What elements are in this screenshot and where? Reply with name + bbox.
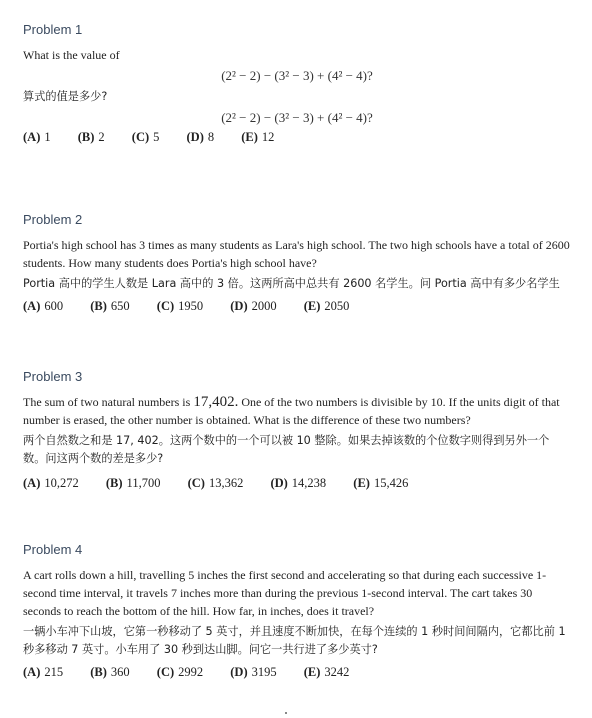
page-dot-mark [285,712,287,714]
choice-d[interactable]: (D) 3195 [230,665,277,679]
choice-c[interactable]: (C) 2992 [156,665,204,679]
problem-text-part: The sum of two natural numbers is [23,395,191,409]
choice-a[interactable]: (A) 600 [23,299,64,313]
problem-text-part: One of the two numbers is divisible by 10. If the units digit of that number is erased, the other number is obtained. What is the difference of these two numbers? [23,395,560,427]
answer-choices [23,299,571,314]
problem-title: Problem 4 [23,542,83,557]
choice-c[interactable]: (C) 1950 [156,299,204,313]
choice-c[interactable]: (C) 5 [131,130,160,144]
problem-2 [23,212,571,314]
choice-d[interactable]: (D) 2000 [230,299,277,313]
choice-c[interactable]: (C) 13,362 [187,476,244,490]
choice-b[interactable]: (B) 360 [90,665,130,679]
choice-e[interactable]: (E) 15,426 [353,476,409,490]
problem-text-en: What is the value of [23,48,120,62]
choice-e[interactable]: (E) 2050 [303,299,350,313]
equation: (2² − 2) − (3² − 3) + (4² − 4)? [221,110,373,125]
problem-1 [23,22,571,145]
problem-text-en [23,393,571,429]
problem-text-zh: Portia 高中的学生人数是 Lara 高中的 3 倍。这两所高中总共有 2600 名学生。问 Portia 高中有多少名学生 [23,277,560,290]
problem-3 [23,369,571,491]
choice-a[interactable]: (A) 215 [23,665,64,679]
problem-text-zh: 两个自然数之和是 17, 402。这两个数中的一个可以被 10 整除。如果去掉该数的个位数字则得到另外一个数。问这两个数的差是多少? [23,434,550,465]
answer-choices [23,665,571,680]
problem-title: Problem 1 [23,22,83,37]
problem-title: Problem 3 [23,369,83,384]
answer-choices [23,130,571,145]
choice-d[interactable]: (D) 14,238 [270,476,327,490]
problem-text-en: Portia's high school has 3 times as many students as Lara's high school. The two high schools have a total of 2600 students. How many students does Portia's high school have? [23,238,570,270]
choice-e[interactable]: (E) 12 [241,130,275,144]
answer-choices [23,476,571,491]
problem-title: Problem 2 [23,212,83,227]
problem-text-en: A cart rolls down a hill, travelling 5 inches the first second and accelerating so that during each successive 1-second time interval, it travels 7 inches more than during the previous 1-second interval. The cart takes 30 seconds to reach the bottom of the hill. How far, in inches, does it travel? [23,568,547,618]
choice-a[interactable]: (A) 10,272 [23,476,79,490]
problem-text-zh: 算式的值是多少? [23,90,108,103]
choice-b[interactable]: (B) 650 [90,299,130,313]
choice-d[interactable]: (D) 8 [186,130,215,144]
choice-b[interactable]: (B) 2 [77,130,105,144]
problem-text-zh: 一辆小车冲下山坡，它第一秒移动了 5 英寸，并且速度不断加快，在每个连续的 1 秒时间间隔内，它都比前 1 秒多移动 7 英寸。小车用了 30 秒到达山脚。问它一共行进了多少英寸? [23,625,566,656]
equation: (2² − 2) − (3² − 3) + (4² − 4)? [221,68,373,83]
choice-a[interactable]: (A) 1 [23,130,51,144]
problem-4 [23,542,571,680]
choice-e[interactable]: (E) 3242 [303,665,350,679]
choice-b[interactable]: (B) 11,700 [105,476,161,490]
math-number: 17,402. [193,394,239,410]
